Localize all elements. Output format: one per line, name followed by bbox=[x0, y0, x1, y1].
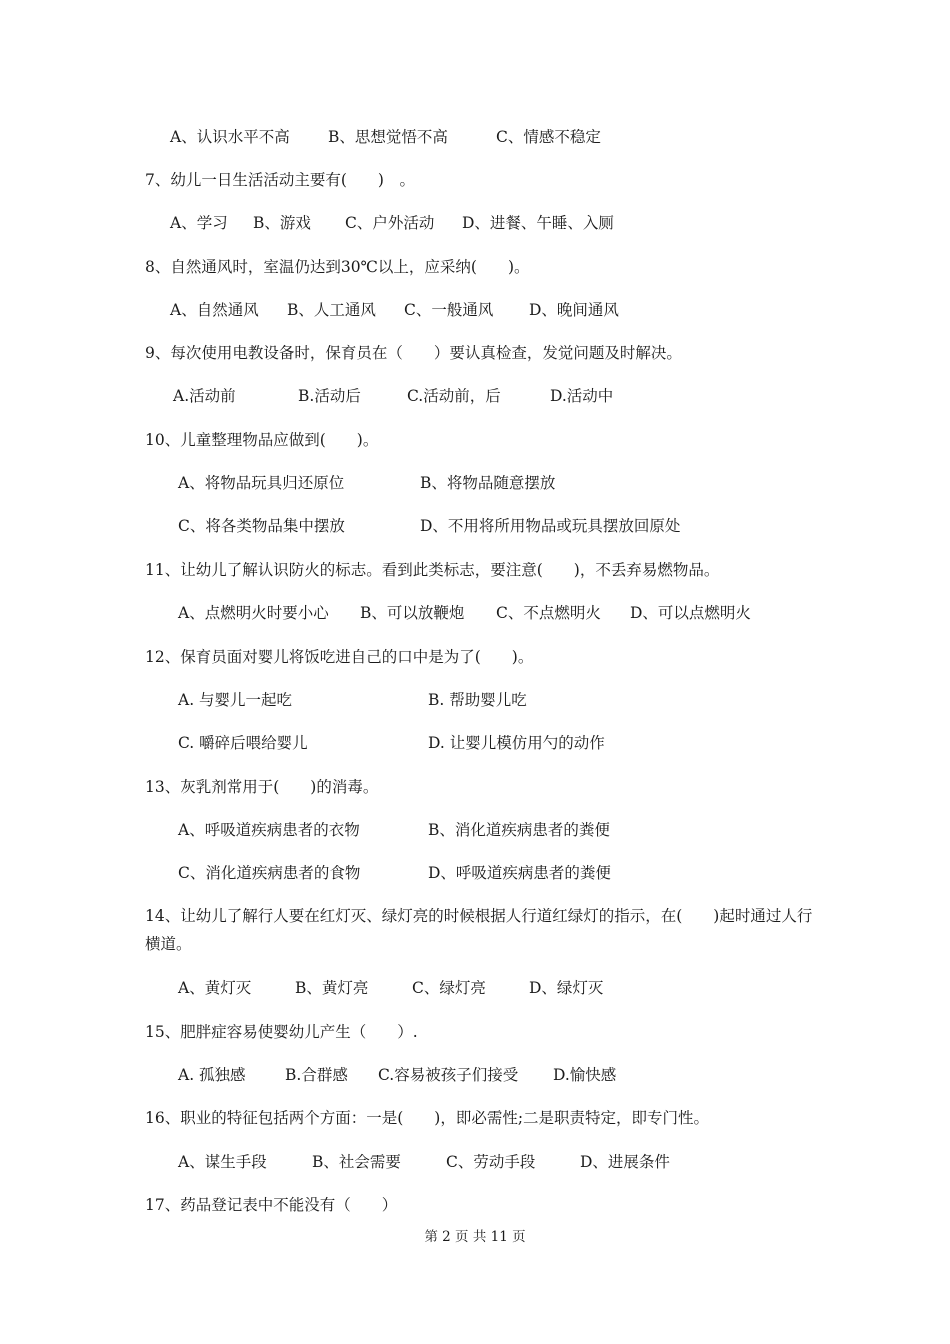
q16-option-b: B、社会需要 bbox=[312, 1153, 401, 1171]
q9-option-b: B.活动后 bbox=[298, 387, 361, 405]
q7-option-d: D、进餐、午睡、入厕 bbox=[462, 214, 614, 232]
q12-stem: 12、保育员面对婴儿将饭吃进自己的口中是为了( )。 bbox=[145, 648, 534, 666]
q9-option-a: A.活动前 bbox=[173, 387, 236, 405]
q12-option-b: B. 帮助婴儿吃 bbox=[428, 691, 527, 709]
q15-option-b: B.合群感 bbox=[285, 1066, 348, 1084]
q6-option-a: A、认识水平不高 bbox=[170, 128, 290, 146]
q9-stem: 9、每次使用电教设备时，保育员在（ ）要认真检查，发觉问题及时解决。 bbox=[145, 344, 682, 362]
q12-option-c: C. 嚼碎后喂给婴儿 bbox=[178, 734, 308, 752]
q16-option-a: A、谋生手段 bbox=[178, 1153, 267, 1171]
q10-stem: 10、儿童整理物品应做到( )。 bbox=[145, 431, 379, 449]
q10-option-c: C、将各类物品集中摆放 bbox=[178, 517, 345, 535]
q7-stem: 7、幼儿一日生活活动主要有( ) 。 bbox=[145, 171, 415, 189]
q8-stem: 8、自然通风时，室温仍达到30℃以上，应采纳( )。 bbox=[145, 258, 530, 276]
q10-option-a: A、将物品玩具归还原位 bbox=[178, 474, 345, 492]
q13-stem: 13、灰乳剂常用于( )的消毒。 bbox=[145, 778, 379, 796]
q15-option-d: D.愉快感 bbox=[553, 1066, 617, 1084]
q8-option-a: A、自然通风 bbox=[170, 301, 259, 319]
q16-option-c: C、劳动手段 bbox=[446, 1153, 536, 1171]
q15-stem: 15、肥胖症容易使婴幼儿产生（ ）. bbox=[145, 1023, 418, 1041]
q11-option-b: B、可以放鞭炮 bbox=[360, 604, 465, 622]
q11-stem: 11、让幼儿了解认识防火的标志。看到此类标志，要注意( )，不丢弃易燃物品。 bbox=[145, 561, 720, 579]
page-footer: 第 2 页 共 11 页 bbox=[424, 1229, 526, 1245]
q8-option-d: D、晚间通风 bbox=[529, 301, 619, 319]
q7-option-c: C、户外活动 bbox=[345, 214, 435, 232]
q11-option-d: D、可以点燃明火 bbox=[630, 604, 751, 622]
q9-option-c: C.活动前，后 bbox=[407, 387, 501, 405]
q16-option-d: D、进展条件 bbox=[580, 1153, 670, 1171]
q8-option-b: B、人工通风 bbox=[287, 301, 376, 319]
q17-stem: 17、药品登记表中不能没有（ ） bbox=[145, 1196, 398, 1214]
q14-option-b: B、黄灯亮 bbox=[295, 979, 369, 997]
q14-option-c: C、绿灯亮 bbox=[412, 979, 486, 997]
q11-option-a: A、点燃明火时要小心 bbox=[178, 604, 329, 622]
q7-option-a: A、学习 bbox=[170, 214, 228, 232]
q6-option-b: B、思想觉悟不高 bbox=[328, 128, 448, 146]
q10-option-d: D、不用将所用物品或玩具摆放回原处 bbox=[420, 517, 681, 535]
q13-option-c: C、消化道疾病患者的食物 bbox=[178, 864, 361, 882]
q15-option-a: A. 孤独感 bbox=[178, 1066, 246, 1084]
q8-option-c: C、一般通风 bbox=[404, 301, 494, 319]
q6-option-c: C、情感不稳定 bbox=[496, 128, 601, 146]
q9-option-d: D.活动中 bbox=[550, 387, 614, 405]
q10-option-b: B、将物品随意摆放 bbox=[420, 474, 556, 492]
q14-option-a: A、黄灯灭 bbox=[178, 979, 252, 997]
q13-option-d: D、呼吸道疾病患者的粪便 bbox=[428, 864, 611, 882]
q15-option-c: C.容易被孩子们接受 bbox=[378, 1066, 519, 1084]
q14-option-d: D、绿灯灭 bbox=[529, 979, 604, 997]
q13-option-a: A、呼吸道疾病患者的衣物 bbox=[178, 821, 360, 839]
q12-option-d: D. 让婴儿模仿用勺的动作 bbox=[428, 734, 605, 752]
q12-option-a: A. 与婴儿一起吃 bbox=[178, 691, 293, 709]
q11-option-c: C、不点燃明火 bbox=[496, 604, 601, 622]
q13-option-b: B、消化道疾病患者的粪便 bbox=[428, 821, 610, 839]
q14-stem: 14、让幼儿了解行人要在红灯灭、绿灯亮的时候根据人行道红绿灯的指示，在( )起时通过人行横道。 bbox=[145, 907, 813, 953]
q7-option-b: B、游戏 bbox=[253, 214, 311, 232]
q16-stem: 16、职业的特征包括两个方面：一是( )，即必需性;二是职责特定，即专门性。 bbox=[145, 1109, 710, 1127]
